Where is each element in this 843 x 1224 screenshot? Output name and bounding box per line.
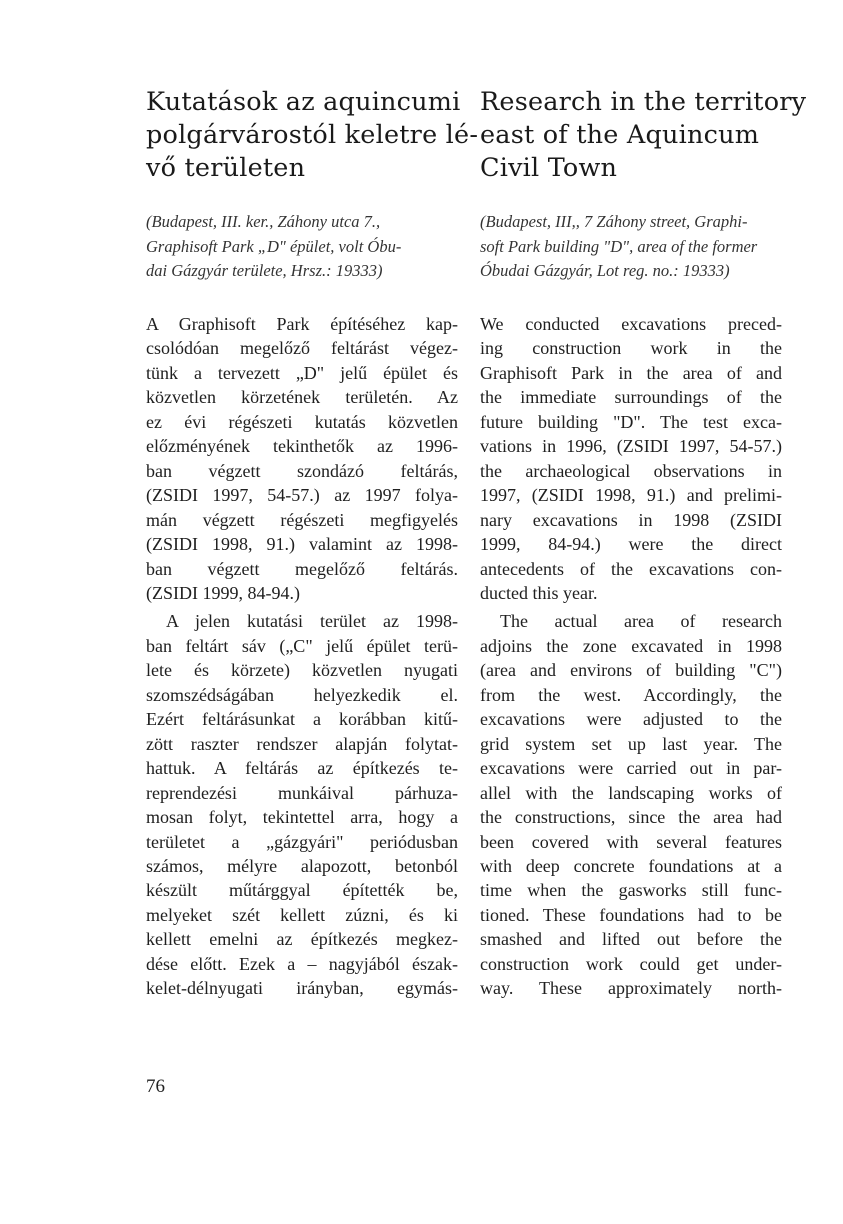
title-line: Kutatások az aquincumi [146,87,461,117]
text-line: 1997, (ZSIDI 1998, 91.) and prelimi- [480,485,782,506]
title-line: east of the Aquincum [480,120,760,150]
location-line: Óbudai Gázgyár, Lot reg. no.: 19333) [480,261,730,280]
text-line: Ezért feltárásunkat a korábban kitű- [146,709,458,730]
text-line: ban végzett szondázó feltárás, [146,460,458,481]
hungarian-column [146,86,479,999]
text-line: with deep concrete foundations at a [480,855,782,876]
title-line: polgárvárostól keletre lé- [146,120,479,150]
text-line: excavations were carried out in par- [480,758,782,779]
text-line: future building "D". The test exca- [480,411,782,432]
text-line: kelet-délnyugati irányban, egymás- [146,978,458,999]
text-line: antecedents of the excavations con- [480,558,782,579]
text-line: lete és körzete) közvetlen nyugati [146,660,458,681]
text-line: smashed and lifted out before the [480,929,782,950]
title-line: vő területen [146,153,306,183]
title-line: Civil Town [480,153,618,183]
location-line: dai Gázgyár területe, Hrsz.: 19333) [146,261,383,280]
text-line: adjoins the zone excavated in 1998 [480,635,782,656]
text-line: számos, mélyre alapozott, betonból [146,855,458,876]
text-line: time when the gasworks still func- [480,880,782,901]
text-line: ban feltárt sáv („C" jelű épület terü- [146,635,458,656]
text-line: előzményének tekinthetők az 1996- [146,436,458,457]
english-column [480,86,807,999]
text-line: Graphisoft Park in the area of and [480,362,782,383]
text-line: dése előtt. Ezek a – nagyjából észak- [146,953,458,974]
text-line: vations in 1996, (ZSIDI 1997, 54-57.) [480,436,782,457]
text-line: We conducted excavations preced- [480,314,782,334]
hungarian-body [146,312,458,1001]
text-line: hattuk. A feltárás az építkezés te- [146,758,458,779]
text-line: tioned. These foundations had to be [480,904,782,925]
text-line: ban végzett megelőző feltárás. [146,558,458,579]
text-line: reprendezési munkáival párhuza- [146,782,458,803]
text-line: allel with the landscaping works of [480,782,782,803]
location-line: (Budapest, III. ker., Záhony utca 7., [146,212,381,231]
text-line: közvetlen körzetének területén. Az [146,387,458,408]
text-line: the immediate surroundings of the [480,387,782,408]
english-title [480,86,807,185]
location-line: soft Park building "D", area of the former [480,236,758,256]
text-line: way. These approximately north- [480,978,782,999]
text-line: zött raszter rendszer alapján folytat- [146,733,458,754]
text-line: tünk a tervezett „D" jelű épület és [146,362,458,383]
text-line: (ZSIDI 1998, 91.) valamint az 1998- [146,534,458,555]
location-line: Graphisoft Park „D" épület, volt Óbu- [146,236,402,256]
text-line: The actual area of research [500,611,782,632]
text-line: ducted this year. [480,582,598,603]
text-line: nary excavations in 1998 (ZSIDI [480,509,782,530]
text-line: (ZSIDI 1999, 84-94.) [146,582,300,603]
text-line: mán végzett régészeti megfigyelés [146,509,458,530]
text-line: (ZSIDI 1997, 54-57.) az 1997 folya- [146,485,458,506]
text-line: (area and environs of building "C") [480,660,782,681]
hungarian-title [146,86,479,185]
text-line: the constructions, since the area had [480,807,782,828]
text-line: mosan folyt, tekintettel arra, hogy a [146,807,458,828]
text-line: kellett emelni az építkezés megkez- [146,929,458,950]
text-line: been covered with several features [480,831,782,852]
hungarian-location [146,210,401,284]
english-location [480,210,757,284]
text-line: the archaeological observations in [480,460,782,481]
text-line: grid system set up last year. The [480,733,782,754]
text-line: területet a „gázgyári" periódusban [146,831,458,852]
page-number: 76 [146,1076,165,1097]
text-line: csolódóan megelőző feltárást végez- [146,338,458,359]
title-line: Research in the territory [480,87,807,117]
text-line: A jelen kutatási terület az 1998- [166,611,458,632]
text-line: construction work could get under- [480,953,782,974]
text-line: excavations were adjusted to the [480,709,782,730]
text-line: készült műtárggyal építették be, [146,880,458,901]
text-line: from the west. Accordingly, the [480,684,782,705]
text-line: 1999, 84-94.) were the direct [480,534,782,555]
text-line: A Graphisoft Park építéséhez kap- [146,314,458,334]
text-line: ing construction work in the [480,338,782,359]
english-body [480,312,782,1001]
location-line: (Budapest, III,, 7 Záhony street, Graphi- [480,212,748,231]
text-line: ez évi régészeti kutatás közvetlen [146,411,458,432]
text-line: melyeket szét kellett zúzni, és ki [146,904,458,925]
text-line: szomszédságában helyezkedik el. [146,684,458,705]
